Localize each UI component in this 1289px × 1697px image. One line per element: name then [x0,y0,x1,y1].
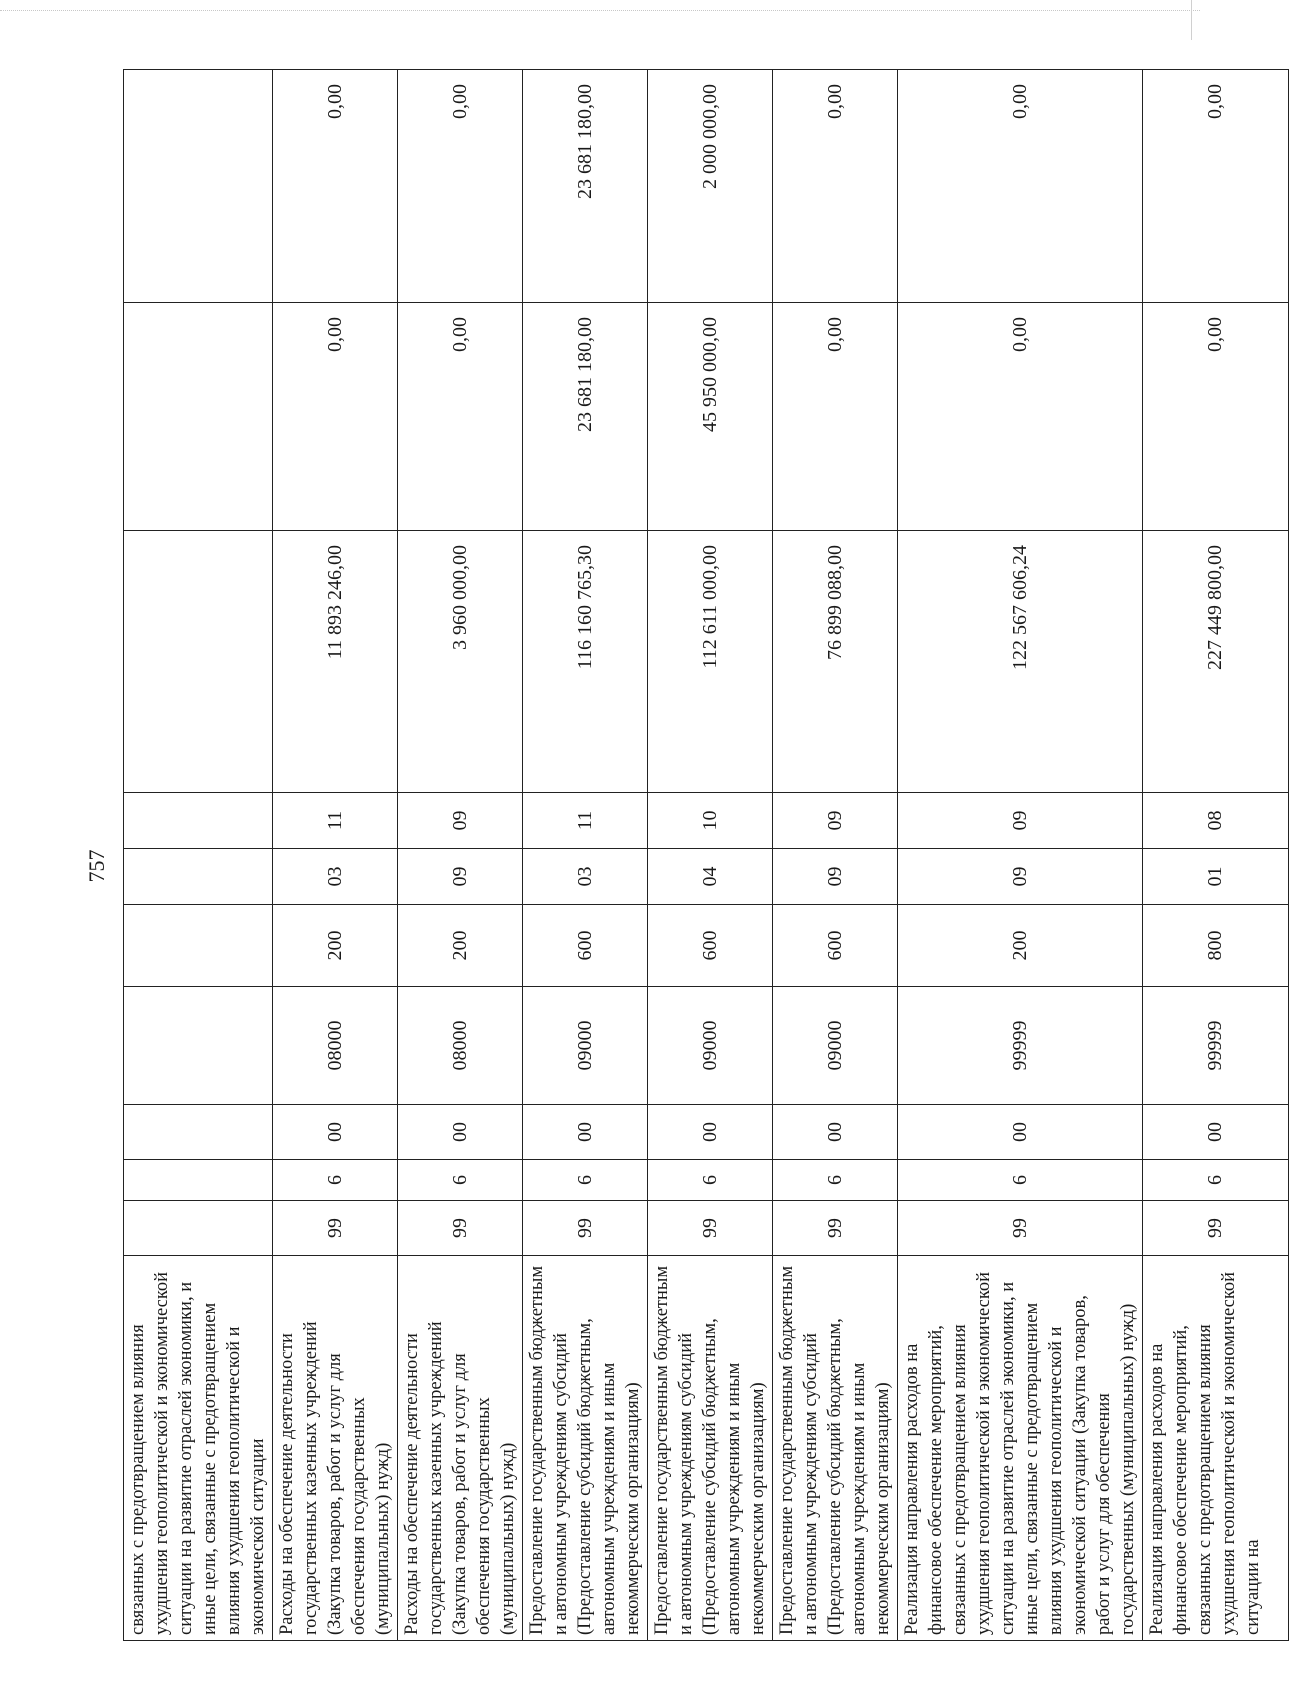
code-subprogram: 6 [398,1160,523,1201]
amount-year-2: 0,00 [898,303,1143,531]
amount-year-1 [124,531,273,793]
amount-year-3: 0,00 [398,70,523,303]
code-program [124,1201,273,1256]
amount-year-1: 76 899 088,00 [773,531,898,793]
code-section: 04 [648,849,773,905]
table-row [273,70,398,1641]
code-subsection: 09 [773,793,898,849]
code-direction [124,987,273,1105]
table-row [648,70,773,1641]
code-expense-type: 600 [523,905,648,987]
amount-year-1: 3 960 000,00 [398,531,523,793]
code-section [124,849,273,905]
rotated-table-wrapper [123,70,1263,1641]
code-program: 99 [398,1201,523,1256]
code-program: 99 [648,1201,773,1256]
code-subprogram: 6 [1143,1160,1289,1201]
row-description: Предоставление государственным бюджетным и автономным учреждениям субсидий (Предоставление субсидий бюджетным, автономным учреждениям и иным некоммерческим организациям) [523,1256,648,1641]
code-subsection: 09 [898,793,1143,849]
code-section: 09 [898,849,1143,905]
budget-table-body [124,70,1289,1641]
code-expense-type: 600 [773,905,898,987]
amount-year-3: 0,00 [1143,70,1289,303]
code-subprogram: 6 [773,1160,898,1201]
code-main-event: 00 [898,1105,1143,1160]
budget-table [123,69,1289,1641]
code-subsection: 10 [648,793,773,849]
code-subprogram: 6 [648,1160,773,1201]
code-program: 99 [273,1201,398,1256]
amount-year-1: 116 160 765,30 [523,531,648,793]
row-description: Расходы на обеспечение деятельности государственных казенных учреждений (Закупка товаров, работ и услуг для обеспечения государственных (муниципальных) нужд) [398,1256,523,1641]
amount-year-1: 11 893 246,00 [273,531,398,793]
code-direction: 09000 [648,987,773,1105]
code-expense-type: 200 [898,905,1143,987]
amount-year-2: 0,00 [773,303,898,531]
code-expense-type: 200 [273,905,398,987]
amount-year-3: 0,00 [273,70,398,303]
code-subprogram [124,1160,273,1201]
amount-year-3: 23 681 180,00 [523,70,648,303]
code-subsection: 11 [273,793,398,849]
amount-year-3 [124,70,273,303]
code-expense-type: 200 [398,905,523,987]
scan-edge-top [0,10,1200,11]
page-number: 757 [84,849,109,883]
table-row [398,70,523,1641]
code-program: 99 [773,1201,898,1256]
amount-year-2: 45 950 000,00 [648,303,773,531]
code-main-event: 00 [773,1105,898,1160]
code-subsection: 08 [1143,793,1289,849]
table-row [523,70,648,1641]
code-subprogram: 6 [523,1160,648,1201]
code-section: 09 [398,849,523,905]
code-section: 03 [273,849,398,905]
code-main-event: 00 [398,1105,523,1160]
code-direction: 99999 [898,987,1143,1105]
row-description: Реализация направления расходов на финансовое обеспечение мероприятий, связанных с предотвращением влияния ухудшения геополитической и экономической ситуации на [1143,1256,1289,1641]
amount-year-3: 0,00 [773,70,898,303]
amount-year-2: 0,00 [273,303,398,531]
table-row [773,70,898,1641]
code-section: 03 [523,849,648,905]
row-description: связанных с предотвращением влияния ухудшения геополитической и экономической ситуации на развитие отраслей экономики, и иные цели, связанные с предотвращением влияния ухудшения геополитической и экономической ситуации [124,1256,273,1641]
amount-year-2: 23 681 180,00 [523,303,648,531]
code-subsection [124,793,273,849]
code-expense-type: 800 [1143,905,1289,987]
amount-year-1: 122 567 606,24 [898,531,1143,793]
code-main-event [124,1105,273,1160]
code-main-event: 00 [273,1105,398,1160]
code-subsection: 11 [523,793,648,849]
code-program: 99 [523,1201,648,1256]
amount-year-3: 0,00 [898,70,1143,303]
code-direction: 09000 [523,987,648,1105]
code-main-event: 00 [1143,1105,1289,1160]
amount-year-2: 0,00 [1143,303,1289,531]
table-row [898,70,1143,1641]
code-expense-type [124,905,273,987]
amount-year-1: 112 611 000,00 [648,531,773,793]
code-main-event: 00 [523,1105,648,1160]
code-subprogram: 6 [898,1160,1143,1201]
code-main-event: 00 [648,1105,773,1160]
code-expense-type: 600 [648,905,773,987]
row-description: Предоставление государственным бюджетным и автономным учреждениям субсидий (Предоставление субсидий бюджетным, автономным учреждениям и иным некоммерческим организациям) [773,1256,898,1641]
code-section: 09 [773,849,898,905]
code-section: 01 [1143,849,1289,905]
row-description: Расходы на обеспечение деятельности государственных казенных учреждений (Закупка товаров, работ и услуг для обеспечения государственных (муниципальных) нужд) [273,1256,398,1641]
table-row [1143,70,1289,1641]
amount-year-3: 2 000 000,00 [648,70,773,303]
code-program: 99 [898,1201,1143,1256]
code-direction: 09000 [773,987,898,1105]
code-program: 99 [1143,1201,1289,1256]
table-row [124,70,273,1641]
code-direction: 08000 [398,987,523,1105]
row-description: Предоставление государственным бюджетным и автономным учреждениям субсидий (Предоставление субсидий бюджетным, автономным учреждениям и иным некоммерческим организациям) [648,1256,773,1641]
code-subsection: 09 [398,793,523,849]
scan-edge-right [1191,0,1192,40]
code-direction: 99999 [1143,987,1289,1105]
amount-year-2 [124,303,273,531]
code-subprogram: 6 [273,1160,398,1201]
amount-year-1: 227 449 800,00 [1143,531,1289,793]
code-direction: 08000 [273,987,398,1105]
amount-year-2: 0,00 [398,303,523,531]
row-description: Реализация направления расходов на финансовое обеспечение мероприятий, связанных с предотвращением влияния ухудшения геополитической и экономической ситуации на развитие отраслей экономики, и иные цели, связанные с предотвращением влияния ухудшения геополитической и экономической ситуации (Закупка товаров, работ и услуг для обеспечения государственных (муниципальных) нужд) [898,1256,1143,1641]
